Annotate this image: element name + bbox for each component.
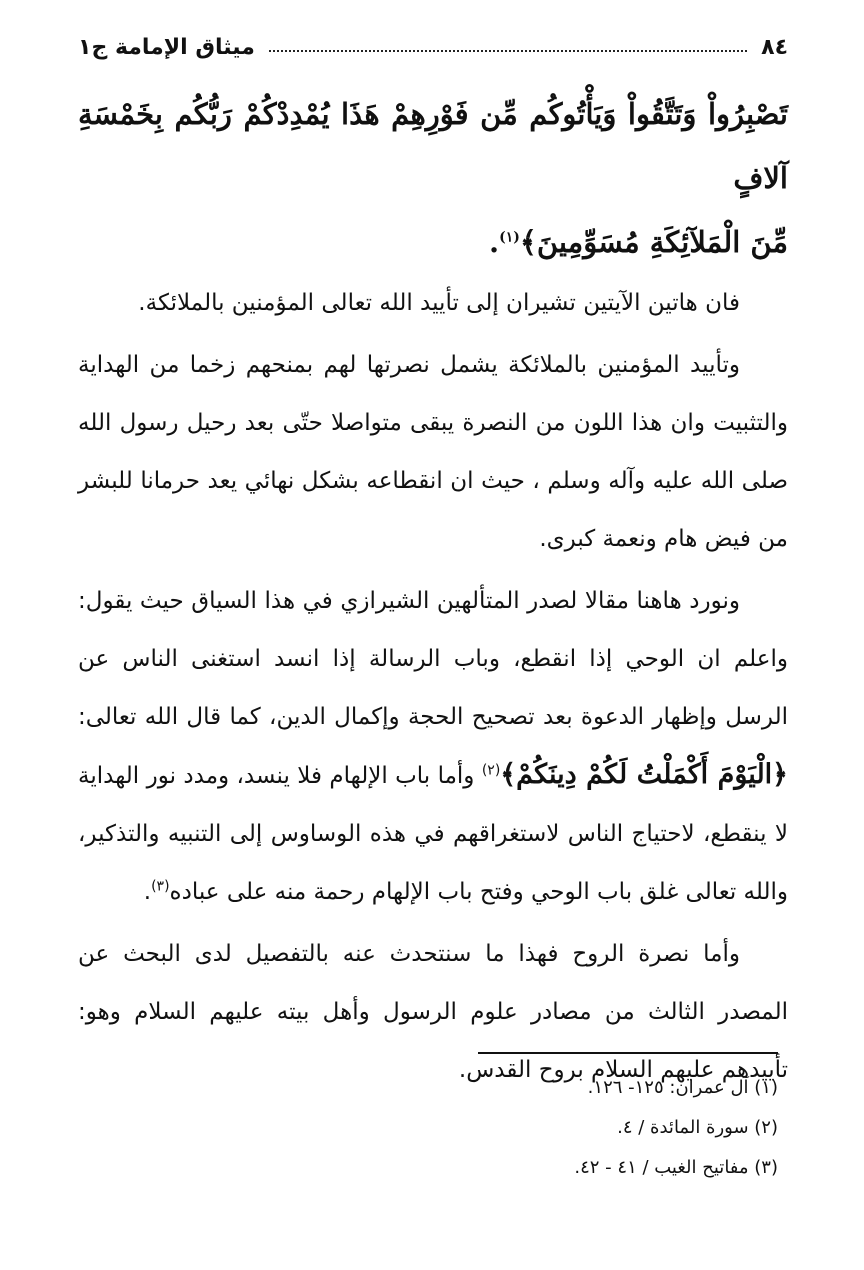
paragraph-3	[78, 572, 788, 921]
footnotes	[300, 1068, 778, 1188]
page-number: ٨٤	[761, 34, 788, 60]
footnote-3: (٣) مفاتيح الغيب / ٤١ - ٤٢.	[574, 1157, 778, 1178]
footnote-2: (٢) سورة المائدة / ٤.	[617, 1117, 778, 1138]
verse-line-1: تَصْبِرُواْ وَتَتَّقُواْ وَيَأْتُوكُم مِّن فَوْرِهِمْ هَذَا يُمْدِدْكُمْ رَبُّكُم بِخَمْسَةِ آلافٍ	[78, 97, 788, 195]
paragraph-2: وتأييد المؤمنين بالملائكة يشمل نصرتها لهم بمنحهم زخما من الهداية والتثبيت وان هذا اللون من النصرة يبقى متواصلا حتّى بعد رحيل رسول الله صلى الله عليه وآله وسلم ، حيث ان انقطاعه بشكل نهائي يعد حرمانا للبشر من فيض هام ونعمة كبرى.	[78, 352, 788, 552]
paragraph-4: وأما نصرة الروح فهذا ما سنتحدث عنه بالتفصيل لدى البحث عن المصدر الثالث من مصادر علوم الرسول وأهل بيته عليهم السلام وهو: تأييدهم عليهم السلام بروح القدس.	[78, 941, 788, 1083]
footnote-ref-1: (١)	[499, 229, 520, 246]
page-body	[78, 82, 788, 1103]
header-leader-dots	[269, 50, 747, 52]
inline-quran-verse: ﴿الْيَوْمَ أَكْمَلْتُ لَكُمْ دِينَكُمْ﴾	[500, 759, 789, 790]
paragraph-3-end: .	[143, 879, 152, 905]
paragraph-3-part-b: وأما باب الإلهام فلا ينسد، ومدد نور الهداية لا ينقطع، لاحتياج الناس لاستغراقهم في هذه الوساوس إلى التنبيه والتذكير، والله تعالى غلق باب الوحي وفتح باب الإلهام رحمة منه على عباده	[78, 763, 788, 905]
footnote-1: (١) آل عمران: ١٢٥- ١٢٦.	[587, 1077, 778, 1098]
quran-verse	[78, 82, 788, 274]
paragraph-1: فان هاتين الآيتين تشيران إلى تأييد الله تعالى المؤمنين بالملائكة.	[138, 290, 740, 316]
paragraph-3-part-a: ونورد هاهنا مقالا لصدر المتألهين الشيرازي في هذا السياق حيث يقول: واعلم ان الوحي إذا انقطع، وباب الرسالة إذا انسد استغنى الناس عن الرسل وإظهار الدعوة بعد تصحيح الحجة وإكمال الدين، كما قال الله تعالى:	[78, 588, 788, 730]
book-title: ميثاق الإمامة ج١	[78, 34, 255, 60]
verse-line-2: مِّنَ الْمَلآئِكَةِ مُسَوِّمِينَ﴾	[519, 225, 788, 259]
verse-end-period: .	[488, 225, 500, 259]
footnote-ref-2: (٢)	[481, 762, 501, 779]
footnote-separator	[478, 1052, 778, 1054]
footnote-ref-3: (٣)	[151, 878, 170, 895]
running-header	[78, 30, 788, 64]
